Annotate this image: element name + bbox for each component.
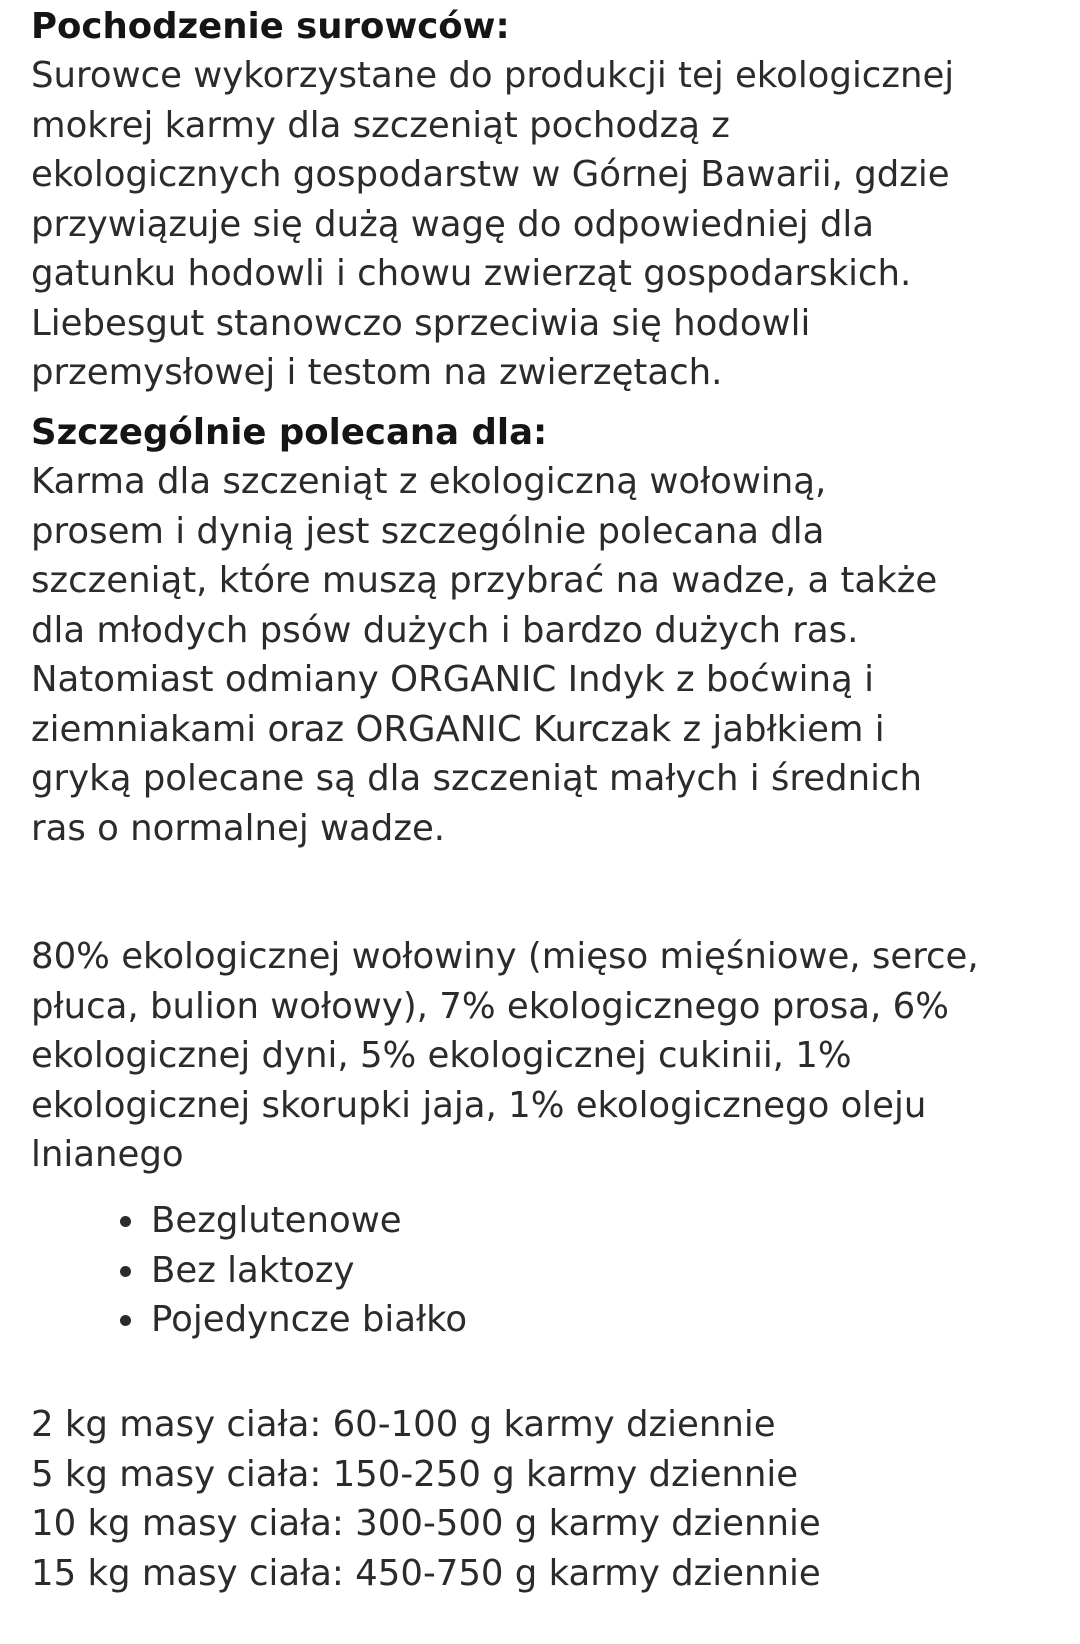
origin-section [31,2,954,398]
dosage-line: 2 kg masy ciała: 60-100 g karmy dziennie [31,1404,776,1445]
recommended-text-line: dla młodych psów dużych i bardzo dużych ras. [31,609,859,651]
composition-text-line: 80% ekologicznej wołowiny (mięso mięśniowe, serce, [31,936,979,977]
recommended-text-line: Natomiast odmiany ORGANIC Indyk z boćwiną i [31,659,874,700]
origin-text-line: przywiązuje się dużą wagę do odpowiedniej dla [31,203,875,245]
composition-section [31,932,979,1180]
origin-text-line: Liebesgut stanowczo sprzeciwia się hodowli [31,302,811,344]
dosage-line: 15 kg masy ciała: 450-750 g karmy dziennie [31,1552,821,1594]
bullet-icon [120,1315,131,1326]
origin-text-line: ekologicznych gospodarstw w Górnej Bawarii, gdzie [31,154,950,195]
bullet-icon [120,1216,131,1227]
dosage-section [31,1400,821,1598]
features-list [31,1196,467,1345]
feature-label: Bezglutenowe [151,1200,402,1241]
composition-text-line: ekologicznej skorupki jaja, 1% ekologicznego oleju [31,1084,927,1126]
composition-text-line: lnianego [31,1134,184,1175]
feature-label: Bez laktozy [151,1249,355,1291]
recommended-text-line: ras o normalnej wadze. [31,807,446,849]
feature-item [31,1295,467,1345]
composition-text-line: ekologicznej dyni, 5% ekologicznej cukinii, 1% [31,1035,852,1076]
feature-item [31,1246,467,1296]
origin-heading: Pochodzenie surowców: [31,6,510,47]
features-section [31,1196,467,1345]
origin-text-line: mokrej karmy dla szczeniąt pochodzą z [31,104,730,146]
recommended-text-line: Karma dla szczeniąt z ekologiczną wołowiną, [31,461,827,502]
feature-label: Pojedyncze białko [151,1299,468,1340]
recommended-heading: Szczególnie polecana dla: [31,412,548,453]
feature-item [31,1196,467,1246]
recommended-text-line: prosem i dynią jest szczególnie polecana dla [31,510,825,552]
origin-text-line: gatunku hodowli i chowu zwierząt gospodarskich. [31,253,912,294]
recommended-text-line: gryką polecane są dla szczeniąt małych i średnich [31,758,922,799]
dosage-line: 10 kg masy ciała: 300-500 g karmy dziennie [31,1503,821,1544]
composition-text-line: płuca, bulion wołowy), 7% ekologicznego prosa, 6% [31,985,949,1027]
recommended-section [31,408,937,853]
recommended-text-line: szczeniąt, które muszą przybrać na wadze, a także [31,560,938,601]
origin-text-line: przemysłowej i testom na zwierzętach. [31,352,723,393]
dosage-line: 5 kg masy ciała: 150-250 g karmy dziennie [31,1453,799,1495]
origin-text-line: Surowce wykorzystane do produkcji tej ekologicznej [31,55,955,96]
bullet-icon [120,1266,131,1277]
recommended-text-line: ziemniakami oraz ORGANIC Kurczak z jabłkiem i [31,708,885,750]
